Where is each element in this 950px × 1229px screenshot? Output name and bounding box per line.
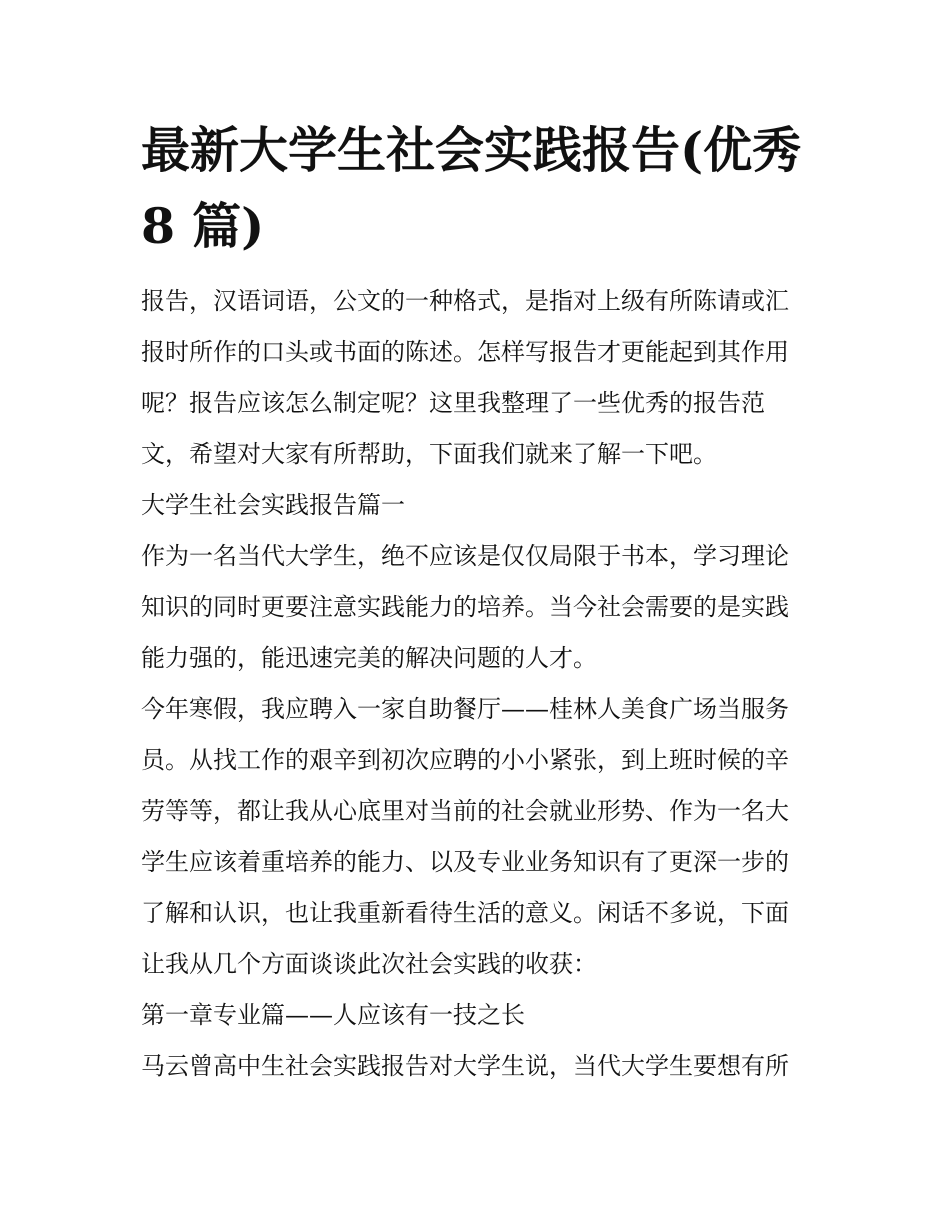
body-line: 了解和认识，也让我重新看待生活的意义。闲话不多说，下面 — [141, 899, 789, 927]
body-line: 让我从几个方面谈谈此次社会实践的收获： — [141, 950, 597, 978]
document-page — [141, 112, 813, 1092]
title-line-1: 最新大学生社会实践报告(优秀 — [141, 121, 802, 179]
body-line: 员。从找工作的艰辛到初次应聘的小小紧张，到上班时候的辛 — [141, 746, 789, 774]
section-heading: 大学生社会实践报告篇一 — [141, 491, 405, 519]
body-line: 今年寒假，我应聘入一家自助餐厅——桂林人美食广场当服务 — [141, 695, 789, 723]
body-line: 报时所作的口头或书面的陈述。怎样写报告才更能起到其作用 — [141, 338, 789, 366]
body-line: 作为一名当代大学生，绝不应该是仅仅局限于书本，学习理论 — [141, 542, 789, 570]
body-line: 呢？报告应该怎么制定呢？这里我整理了一些优秀的报告范 — [141, 389, 765, 417]
body-line: 马云曾高中生社会实践报告对大学生说，当代大学生要想有所 — [141, 1052, 789, 1080]
body-line: 知识的同时更要注意实践能力的培养。当今社会需要的是实践 — [141, 593, 789, 621]
body-line: 劳等等，都让我从心底里对当前的社会就业形势、作为一名大 — [141, 797, 789, 825]
body-line: 文，希望对大家有所帮助，下面我们就来了解一下吧。 — [141, 440, 717, 468]
body-line: 能力强的，能迅速完美的解决问题的人才。 — [141, 644, 597, 672]
body-line: 学生应该着重培养的能力、以及专业业务知识有了更深一步的 — [141, 848, 789, 876]
document-title — [141, 112, 813, 264]
title-line-2: 8 篇) — [141, 197, 265, 255]
body-line: 报告，汉语词语，公文的一种格式，是指对上级有所陈请或汇 — [141, 287, 789, 315]
document-body — [141, 276, 813, 1092]
chapter-heading: 第一章专业篇——人应该有一技之长 — [141, 1001, 525, 1029]
